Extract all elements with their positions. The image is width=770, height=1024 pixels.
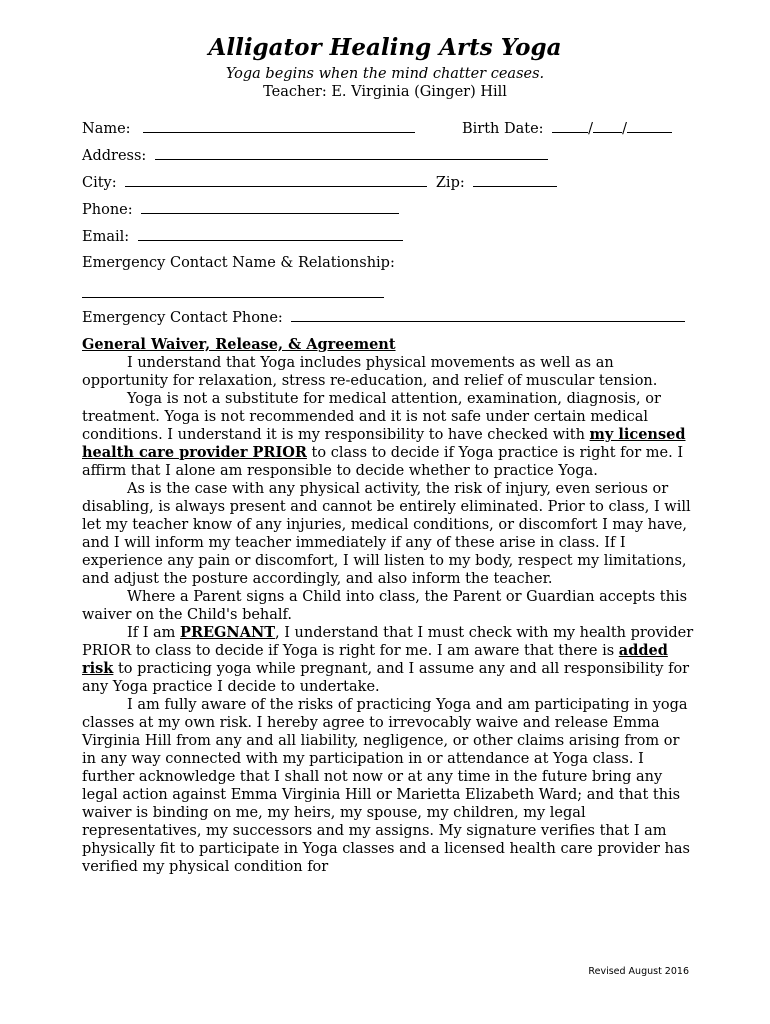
email-field[interactable]	[138, 228, 403, 241]
emergency-contact-field[interactable]	[82, 285, 384, 298]
page-title: Alligator Healing Arts Yoga	[208, 34, 562, 61]
zip-label: Zip:	[435, 175, 465, 191]
birth-year-field[interactable]	[627, 120, 672, 133]
address-row	[82, 147, 548, 164]
zip-field[interactable]	[473, 174, 557, 187]
emergency-contact-label: Emergency Contact Name & Relationship:	[82, 255, 395, 271]
date-separator-1: /	[588, 121, 594, 137]
waiver-paragraph-1: I understand that Yoga includes physical movements as well as an opportunity for relaxation, stress re-education, and relief of muscular tension.	[82, 355, 658, 389]
address-label: Address:	[82, 148, 147, 164]
waiver-paragraph-5-emphasis-pregnant: PREGNANT	[180, 624, 275, 641]
name-field[interactable]	[143, 120, 415, 133]
birth-date-label: Birth Date:	[462, 121, 544, 137]
emergency-contact-row	[82, 255, 395, 271]
emergency-phone-row	[82, 309, 685, 326]
waiver-paragraph-5-text-a: If I am	[127, 625, 181, 641]
revision-note: Revised August 2016	[588, 966, 689, 977]
waiver-body	[82, 336, 697, 876]
birth-date-row	[462, 120, 672, 137]
date-separator-2: /	[622, 121, 627, 137]
waiver-paragraph-5-text-c: to practicing yoga while pregnant, and I assume any and all responsibility for any Yoga practice I decide to undertake.	[82, 661, 690, 695]
waiver-paragraph-5	[82, 624, 697, 696]
emergency-phone-field[interactable]	[291, 309, 685, 322]
address-field[interactable]	[155, 147, 548, 160]
name-row	[82, 120, 415, 137]
waiver-paragraph-5-text-b: , I understand that I must check with my health provider PRIOR to class to decide if Yoga is right for me. I am aware that there is	[82, 625, 694, 659]
waiver-paragraph-3: As is the case with any physical activity, the risk of injury, even serious or disabling, is always present and cannot be entirely eliminated. Prior to class, I will let my teacher know of any injuries, medical conditions, or discomfort I may have, and I will inform my teacher immediately if any of these arise in class. If I experience any pain or discomfort, I will listen to my body, respect my limitations, and adjust the posture accordingly, and also inform the teacher.	[82, 481, 691, 587]
city-zip-row	[82, 174, 557, 191]
waiver-paragraph-2-text-a: Yoga is not a substitute for medical attention, examination, diagnosis, or treatment. Yoga is not recommended and it is not safe under certain medical conditions. I understand it is my responsibility to have checked with	[82, 391, 661, 443]
phone-field[interactable]	[141, 201, 399, 214]
emergency-contact-line-row	[82, 285, 384, 302]
waiver-paragraph-5-emphasis-risk: added risk	[82, 642, 668, 677]
waiver-paragraph-6: I am fully aware of the risks of practicing Yoga and am participating in yoga classes at my own risk. I hereby agree to irrevocably waive and release Emma Virginia Hill from any and all liability, negligence, or other claims arising from or in any way connected with my participation in or attendance at Yoga class. I further acknowledge that I shall not now or at any time in the future bring any legal action against Emma Virginia Hill or Marietta Elizabeth Ward; and that this waiver is binding on me, my heirs, my spouse, my children, my legal representatives, my successors and my assigns. My signature verifies that I am physically fit to participate in Yoga classes and a licensed health care provider has verified my physical condition for	[82, 697, 690, 875]
phone-label: Phone:	[82, 202, 133, 218]
city-label: City:	[82, 175, 117, 191]
waiver-paragraph-4: Where a Parent signs a Child into class, the Parent or Guardian accepts this waiver on the Child's behalf.	[82, 589, 688, 623]
phone-row	[82, 201, 399, 218]
waiver-paragraph-2-emphasis: my licensed health care provider PRIOR	[82, 426, 686, 461]
name-label: Name:	[82, 121, 131, 137]
birth-month-field[interactable]	[552, 120, 588, 133]
tagline: Yoga begins when the mind chatter ceases.	[225, 66, 545, 82]
teacher-line: Teacher: E. Virginia (Ginger) Hill	[263, 84, 507, 100]
email-label: Email:	[82, 229, 130, 245]
emergency-phone-label: Emergency Contact Phone:	[82, 310, 283, 326]
waiver-heading: General Waiver, Release, & Agreement	[82, 336, 396, 353]
waiver-paragraph-2	[82, 390, 697, 480]
birth-day-field[interactable]	[593, 120, 622, 133]
waiver-paragraph-2-text-b: to class to decide if Yoga practice is right for me. I affirm that I alone am responsible to decide whether to practice Yoga.	[82, 445, 684, 479]
email-row	[82, 228, 403, 245]
city-field[interactable]	[125, 174, 427, 187]
